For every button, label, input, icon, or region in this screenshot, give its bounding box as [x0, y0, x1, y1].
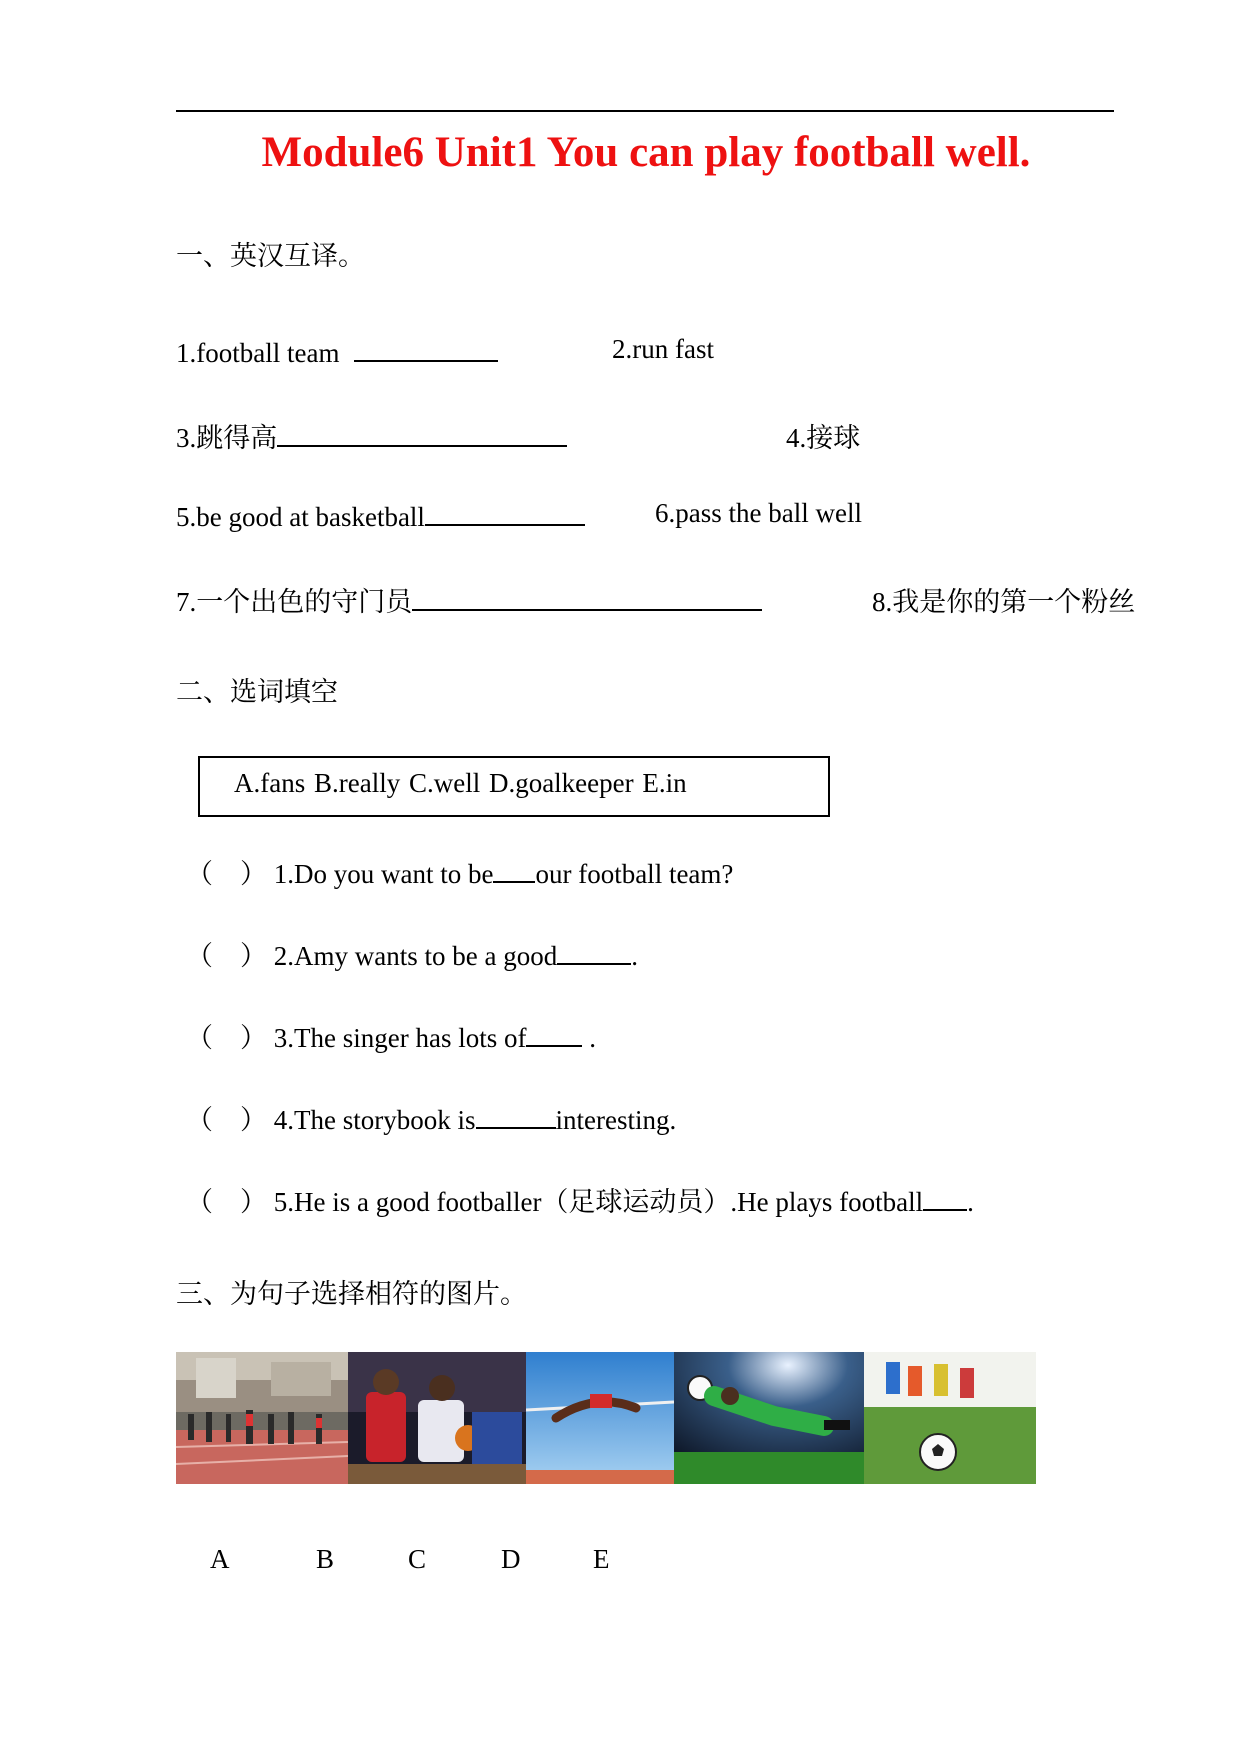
answer-blank[interactable]: [277, 419, 567, 447]
question-4-text: 4.The storybook is: [273, 1105, 476, 1135]
item-3: [176, 416, 567, 455]
answer-paren[interactable]: （ ）: [186, 859, 267, 890]
answer-blank[interactable]: [354, 334, 498, 362]
running-race-photo: [176, 1352, 348, 1484]
top-rule: [176, 110, 1114, 112]
question-2-tail: .: [631, 941, 638, 971]
question-5-text: 5.He is a good footballer（足球运动员）.He plays football: [273, 1187, 924, 1217]
question-4-tail: interesting.: [555, 1105, 677, 1135]
answer-blank[interactable]: [412, 583, 762, 611]
answer-paren[interactable]: （ ）: [186, 1023, 267, 1054]
picture-letter-c: C: [408, 1544, 427, 1574]
answer-blank[interactable]: [476, 1101, 556, 1129]
question-1-text: 1.Do you want to be: [273, 859, 494, 889]
item-1: [176, 334, 498, 369]
picture-letter-a: A: [210, 1544, 230, 1574]
item-5-text: 5.be good at basketball: [176, 502, 425, 532]
answer-paren[interactable]: （ ）: [186, 1105, 267, 1136]
question-3: [186, 1016, 596, 1055]
section2-heading: 二、选词填空: [176, 677, 338, 708]
question-4: [186, 1098, 676, 1137]
item-2: 2.run fast: [612, 334, 714, 364]
answer-paren[interactable]: （ ）: [186, 941, 267, 972]
question-3-text: 3.The singer has lots of: [273, 1023, 527, 1053]
item-6: 6.pass the ball well: [655, 498, 862, 528]
item-7: [176, 580, 762, 619]
item-1-text: 1.football team: [176, 338, 340, 368]
answer-blank[interactable]: [557, 937, 631, 965]
answer-blank[interactable]: [923, 1183, 967, 1211]
item-4: 4.接球: [786, 423, 861, 453]
answer-blank[interactable]: [526, 1019, 582, 1047]
answer-paren[interactable]: （ ）: [186, 1187, 267, 1218]
goalkeeper-save-photo: [674, 1352, 864, 1484]
item-5: [176, 498, 585, 533]
kids-playing-football-photo: [864, 1352, 1036, 1484]
question-2: [186, 934, 638, 973]
picture-letter-d: D: [501, 1544, 521, 1574]
picture-letter-b: B: [316, 1544, 335, 1574]
question-3-tail: .: [582, 1023, 596, 1053]
item-8: 8.我是你的第一个粉丝: [872, 587, 1136, 617]
item-3-text: 3.跳得高: [176, 423, 278, 453]
question-1-tail: our football team?: [535, 859, 734, 889]
section3-heading: 三、为句子选择相符的图片。: [176, 1279, 527, 1310]
answer-blank[interactable]: [425, 498, 585, 526]
word-bank: A.fans B.really C.well D.goalkeeper E.in: [234, 768, 687, 798]
page-title: Module6 Unit1 You can play football well.: [261, 129, 1031, 176]
question-5: [186, 1180, 974, 1219]
question-2-text: 2.Amy wants to be a good: [273, 941, 558, 971]
question-1: [186, 852, 733, 891]
high-jump-photo: [526, 1352, 674, 1484]
answer-blank[interactable]: [493, 855, 535, 883]
section1-heading: 一、英汉互译。: [176, 241, 365, 272]
picture-letter-e: E: [593, 1544, 610, 1574]
picture-strip: [176, 1352, 1036, 1484]
basketball-players-photo: [348, 1352, 526, 1484]
item-7-text: 7.一个出色的守门员: [176, 587, 413, 617]
question-5-tail: .: [967, 1187, 974, 1217]
